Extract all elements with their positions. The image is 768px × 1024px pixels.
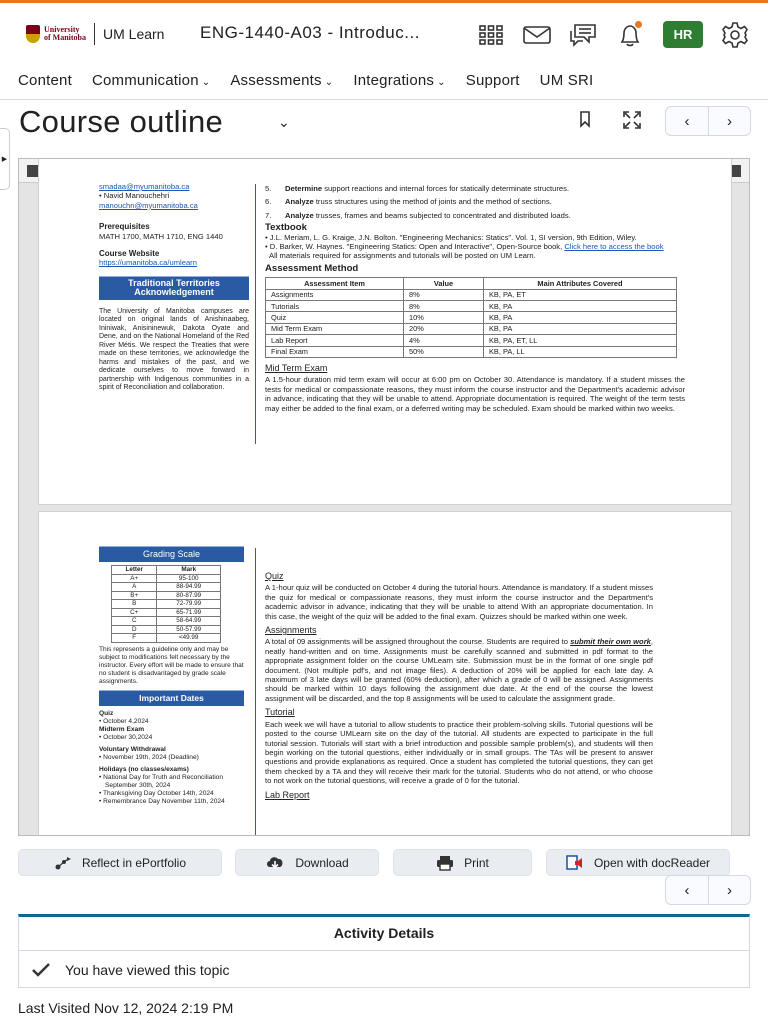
assessment-table [265, 277, 677, 358]
top-bar [0, 0, 768, 62]
reflect-eportfolio-button[interactable]: Reflect in ePortfolio [18, 849, 222, 876]
print-button[interactable]: Print [393, 849, 532, 876]
eportfolio-icon [54, 856, 72, 870]
previous-topic-button[interactable]: ‹ [684, 112, 690, 130]
next-topic-button[interactable]: › [708, 876, 750, 904]
course-website-heading: Course Website [99, 249, 160, 259]
outcome-7: 7. Analyze trusses, frames and beams subjected to concentrated and distributed loads. [265, 210, 571, 220]
avatar[interactable]: HR [663, 21, 703, 48]
bottom-topic-pager [665, 875, 751, 905]
previous-topic-button[interactable]: ‹ [684, 881, 690, 899]
column-divider [255, 184, 256, 444]
textbook-1: • J.L. Meriam, L. G. Kraige, J.N. Bolton. "Engineering Mechanics: Statics". Vol. 1, SI version, 9th Edition, Wiley. [265, 232, 637, 242]
gear-icon[interactable] [720, 20, 750, 50]
materials-note: All materials required for assignments and tutorials will be posted on UM Learn. [269, 251, 536, 261]
nav-um-sri[interactable]: UM SRI [539, 72, 594, 89]
nav-support[interactable]: Support [465, 72, 520, 89]
contact-name-2: Navid Manouchehri [103, 191, 170, 201]
next-topic-button[interactable]: › [708, 107, 750, 135]
table-row: A 88-94.99 [112, 583, 221, 592]
grid-icon[interactable] [476, 20, 506, 50]
assignments-heading: Assignments [265, 625, 317, 636]
textbook-2: • D. Barker, W. Haynes. "Engineering Statics: Open and Interactive", Open-Source book, Click here to access the book [265, 242, 664, 252]
logo-line1: University [44, 25, 80, 34]
title-dropdown-chevron-icon[interactable]: ⌄ [278, 114, 290, 130]
textbook-heading: Textbook [265, 222, 307, 234]
table-header: Assessment Item [266, 278, 404, 289]
university-logo[interactable] [26, 23, 164, 45]
column-divider [255, 548, 256, 836]
table-row: C 58-64.99 [112, 617, 221, 626]
table-row: F <49.99 [112, 634, 221, 643]
chevron-down-icon: ⌄ [324, 77, 334, 88]
table-row: Assignments 8% KB, PA, ET [266, 289, 677, 300]
pdf-page-2 [38, 511, 732, 836]
important-dates-title: Important Dates [99, 690, 244, 706]
outcome-5: 5. Determine support reactions and internal forces for statically determinate structures. [265, 184, 570, 193]
lab-report-heading: Lab Report [265, 789, 310, 800]
activity-details-title[interactable]: Activity Details [333, 925, 435, 941]
contact-email-1[interactable]: smadaa@myumanitoba.ca [99, 182, 190, 191]
nav-communication[interactable]: Communication ⌄ [91, 72, 211, 89]
chevron-down-icon: ⌄ [201, 77, 211, 88]
page2-right-column [265, 568, 653, 802]
pdf-page-1 [38, 158, 732, 505]
nav-content[interactable]: Content [18, 72, 72, 89]
midterm-text: A 1.5-hour duration mid term exam will occur at 6:00 pm on October 30. Attendance is mandatory. If a student misses the tests for medical or compassionate reasons, they must inform the course instructor and the Department's academic advisor in advance, indicating that they will be unable to attend. Appropriate documentation is required. The weight of the term tests may either be added to the final exam, or a deferred writing may be scheduled. Exam should be marked within two weeks. [265, 375, 685, 413]
download-icon [265, 855, 285, 871]
tutorial-text: Each week we will have a tutorial to allow students to practice their problem-solving skills. Tutorial questions will be posted to the course UMLearn site on the day of the tutorial. All students are expected to participate in the full tutorial session. Tutorials will start with a brief introduction and possible sample problem(s), and students will then begin working on the tutorial questions, either individually or in small groups. The TAs will be present to answer questions and provide explanations as required. Once a student has completed the tutorial questions, they can get them checked by a TA and they will receive their mark for the tutorial. Students who do not attend, or who choose to not work on the tutorial questions, will receive a grade of 0 for the tutorial. [265, 719, 653, 786]
topic-pager [665, 106, 751, 136]
quiz-text: A 1-hour quiz will be conducted on October 4 during the tutorial hours. Attendance is mandatory. If a student misses the quiz for medical or compassionate reasons, they must inform the course instructor and the Department's academic advisor in advance, indicating that they will be unable to attend With an appropriate documentation. In this case, the weight of the quiz will be added to the final exam. Quizzes should be marked within one week. [265, 583, 653, 621]
pdf-viewer [18, 158, 750, 836]
bell-icon[interactable] [615, 20, 645, 50]
logo-divider [94, 23, 95, 45]
download-button[interactable]: Download [235, 849, 379, 876]
course-navbar [0, 62, 768, 100]
territories-title: Traditional Territories Acknowledgement [99, 276, 249, 300]
bookmark-icon[interactable] [576, 110, 594, 128]
page1-left-column: smadaa@myumanitoba.ca • Navid Manouchehri manouchn@myumanitoba.ca Prerequisites MATH 1700, MATH 1710, ENG 1440 Course Website https://umanitoba.ca/umlearn Traditional Territories Acknowledgement The University of Manitoba campuses are located on original lands of Anishinaabeg, Ininiwak, Anisininewuk, Dakota Oyate and Dene, and on the National Homeland of the Red River Métis. We respect the Treaties that were made on these territories, we acknowledge the harms and mistakes of the past, and we dedicate ourselves to move forward in partnership with Indigenous communities in a spirit of Reconciliation and collaboration. [99, 182, 249, 392]
docreader-icon [566, 855, 584, 871]
university-crest-icon [26, 25, 40, 43]
table-row: Quiz 10% KB, PA [266, 312, 677, 323]
table-row: Tutorials 8% KB, PA [266, 301, 677, 312]
tutorial-heading: Tutorial [265, 707, 295, 718]
table-header: Main Attributes Covered [484, 278, 677, 289]
grading-note: This represents a guideline only and may be subject to modifications felt necessary by the instructor. Every effort will be made to ensure that no student is disadvantaged by grade scale assignments. [99, 645, 244, 685]
course-selector[interactable]: ENG-1440-A03 - Introduc... [200, 23, 420, 42]
page-title: Course outline [19, 104, 224, 139]
page2-left-column [99, 546, 244, 806]
grading-table: Letter Mark A+ 95-100 A 88-94.99 B+ 80-87.99 B 72-79.99 C+ 65-71.99 C 58-64.99 D 50-57.99 F <49.99 [111, 565, 221, 643]
brand-name: UM Learn [103, 26, 165, 42]
course-website-link[interactable]: https://umanitoba.ca/umlearn [99, 258, 197, 268]
page1-right-column [265, 184, 685, 413]
nav-assessments[interactable]: Assessments ⌄ [230, 72, 334, 89]
table-row: Mid Term Exam 20% KB, PA [266, 323, 677, 334]
checkmark-icon [31, 962, 51, 978]
nav-integrations[interactable]: Integrations ⌄ [353, 72, 446, 89]
fullscreen-icon[interactable] [622, 110, 642, 130]
printer-icon [436, 855, 454, 871]
sidebar-toggle[interactable]: ▶ [0, 128, 10, 190]
textbook-link[interactable]: Click here to access the book [564, 242, 664, 252]
notification-dot [635, 21, 642, 28]
table-row: Lab Report 4% KB, PA, ET, LL [266, 335, 677, 346]
table-row: C+ 65-71.99 [112, 608, 221, 617]
prerequisites-heading: Prerequisites [99, 222, 150, 232]
quiz-heading: Quiz [265, 571, 284, 581]
important-dates-list: Quiz • October 4,2024 Midterm Exam • October 30,2024 Voluntary Withdrawal • November 19th, 2024 (Deadline) Holidays (no classes/exams) • National Day for Truth and Reconciliation September 30th, 2024 • Thanksgiving Day October 14th, 2024 • Remembrance Day November 11th, 2024 [99, 710, 225, 806]
grading-scale-title: Grading Scale [99, 546, 244, 562]
table-row: B+ 80-87.99 [112, 591, 221, 600]
table-row: B 72-79.99 [112, 600, 221, 609]
last-visited: Last Visited Nov 12, 2024 2:19 PM [18, 1000, 234, 1016]
prerequisites-text: MATH 1700, MATH 1710, ENG 1440 [99, 231, 223, 241]
table-header: Value [404, 278, 484, 289]
table-row: A+ 95-100 [112, 574, 221, 583]
open-docreader-button[interactable]: Open with docReader [546, 849, 730, 876]
viewed-status: You have viewed this topic [19, 950, 749, 988]
assignments-text: A total of 09 assignments will be assigned throughout the course. Students are required to submit their own work, neatly hand-written and on time. Assignments must be carefully scanned and submitted in pdf format to the appropriate assignment folder on the course UMLearn site. Submission must be in the format of one single pdf document. (Not multiple pdf's, and not image files). A deduction of 20% will be applied for each late day. A maximum of 3 late days will be granted (60% deduction), after which a grade of 0 will be assigned. Assignments should be marked within 10 days following the assignment due date. At the end of the course the lowest assignment will be discarded, and the top 8 assignments will be used to calculate the assignment grade. [265, 637, 654, 703]
chat-icon[interactable] [568, 20, 598, 50]
logo-line2: of Manitoba [44, 33, 86, 42]
mail-icon[interactable] [522, 20, 552, 50]
contact-email-2[interactable]: manouchn@myumanitoba.ca [99, 200, 198, 210]
chevron-down-icon: ⌄ [437, 77, 446, 88]
activity-details-panel [18, 914, 750, 988]
assessment-heading: Assessment Method [265, 262, 359, 274]
outcome-6: 6. Analyze truss structures using the method of joints and the method of sections. [265, 197, 552, 207]
midterm-heading: Mid Term Exam [265, 362, 328, 373]
territories-text: The University of Manitoba campuses are located on original lands of Anishinaabeg, Ininiwak, Anisininewuk, Dakota Oyate and Dene, and on the National Homeland of the Red River Métis. We respect the Treaties that were made on these territories, we acknowledge the harms and mistakes of the past, and we dedicate ourselves to move forward in partnership with Indigenous communities in a spirit of Reconciliation and collaboration. [99, 307, 249, 392]
table-row: D 50-57.99 [112, 625, 221, 634]
table-row: Final Exam 50% KB, PA, LL [266, 346, 677, 357]
